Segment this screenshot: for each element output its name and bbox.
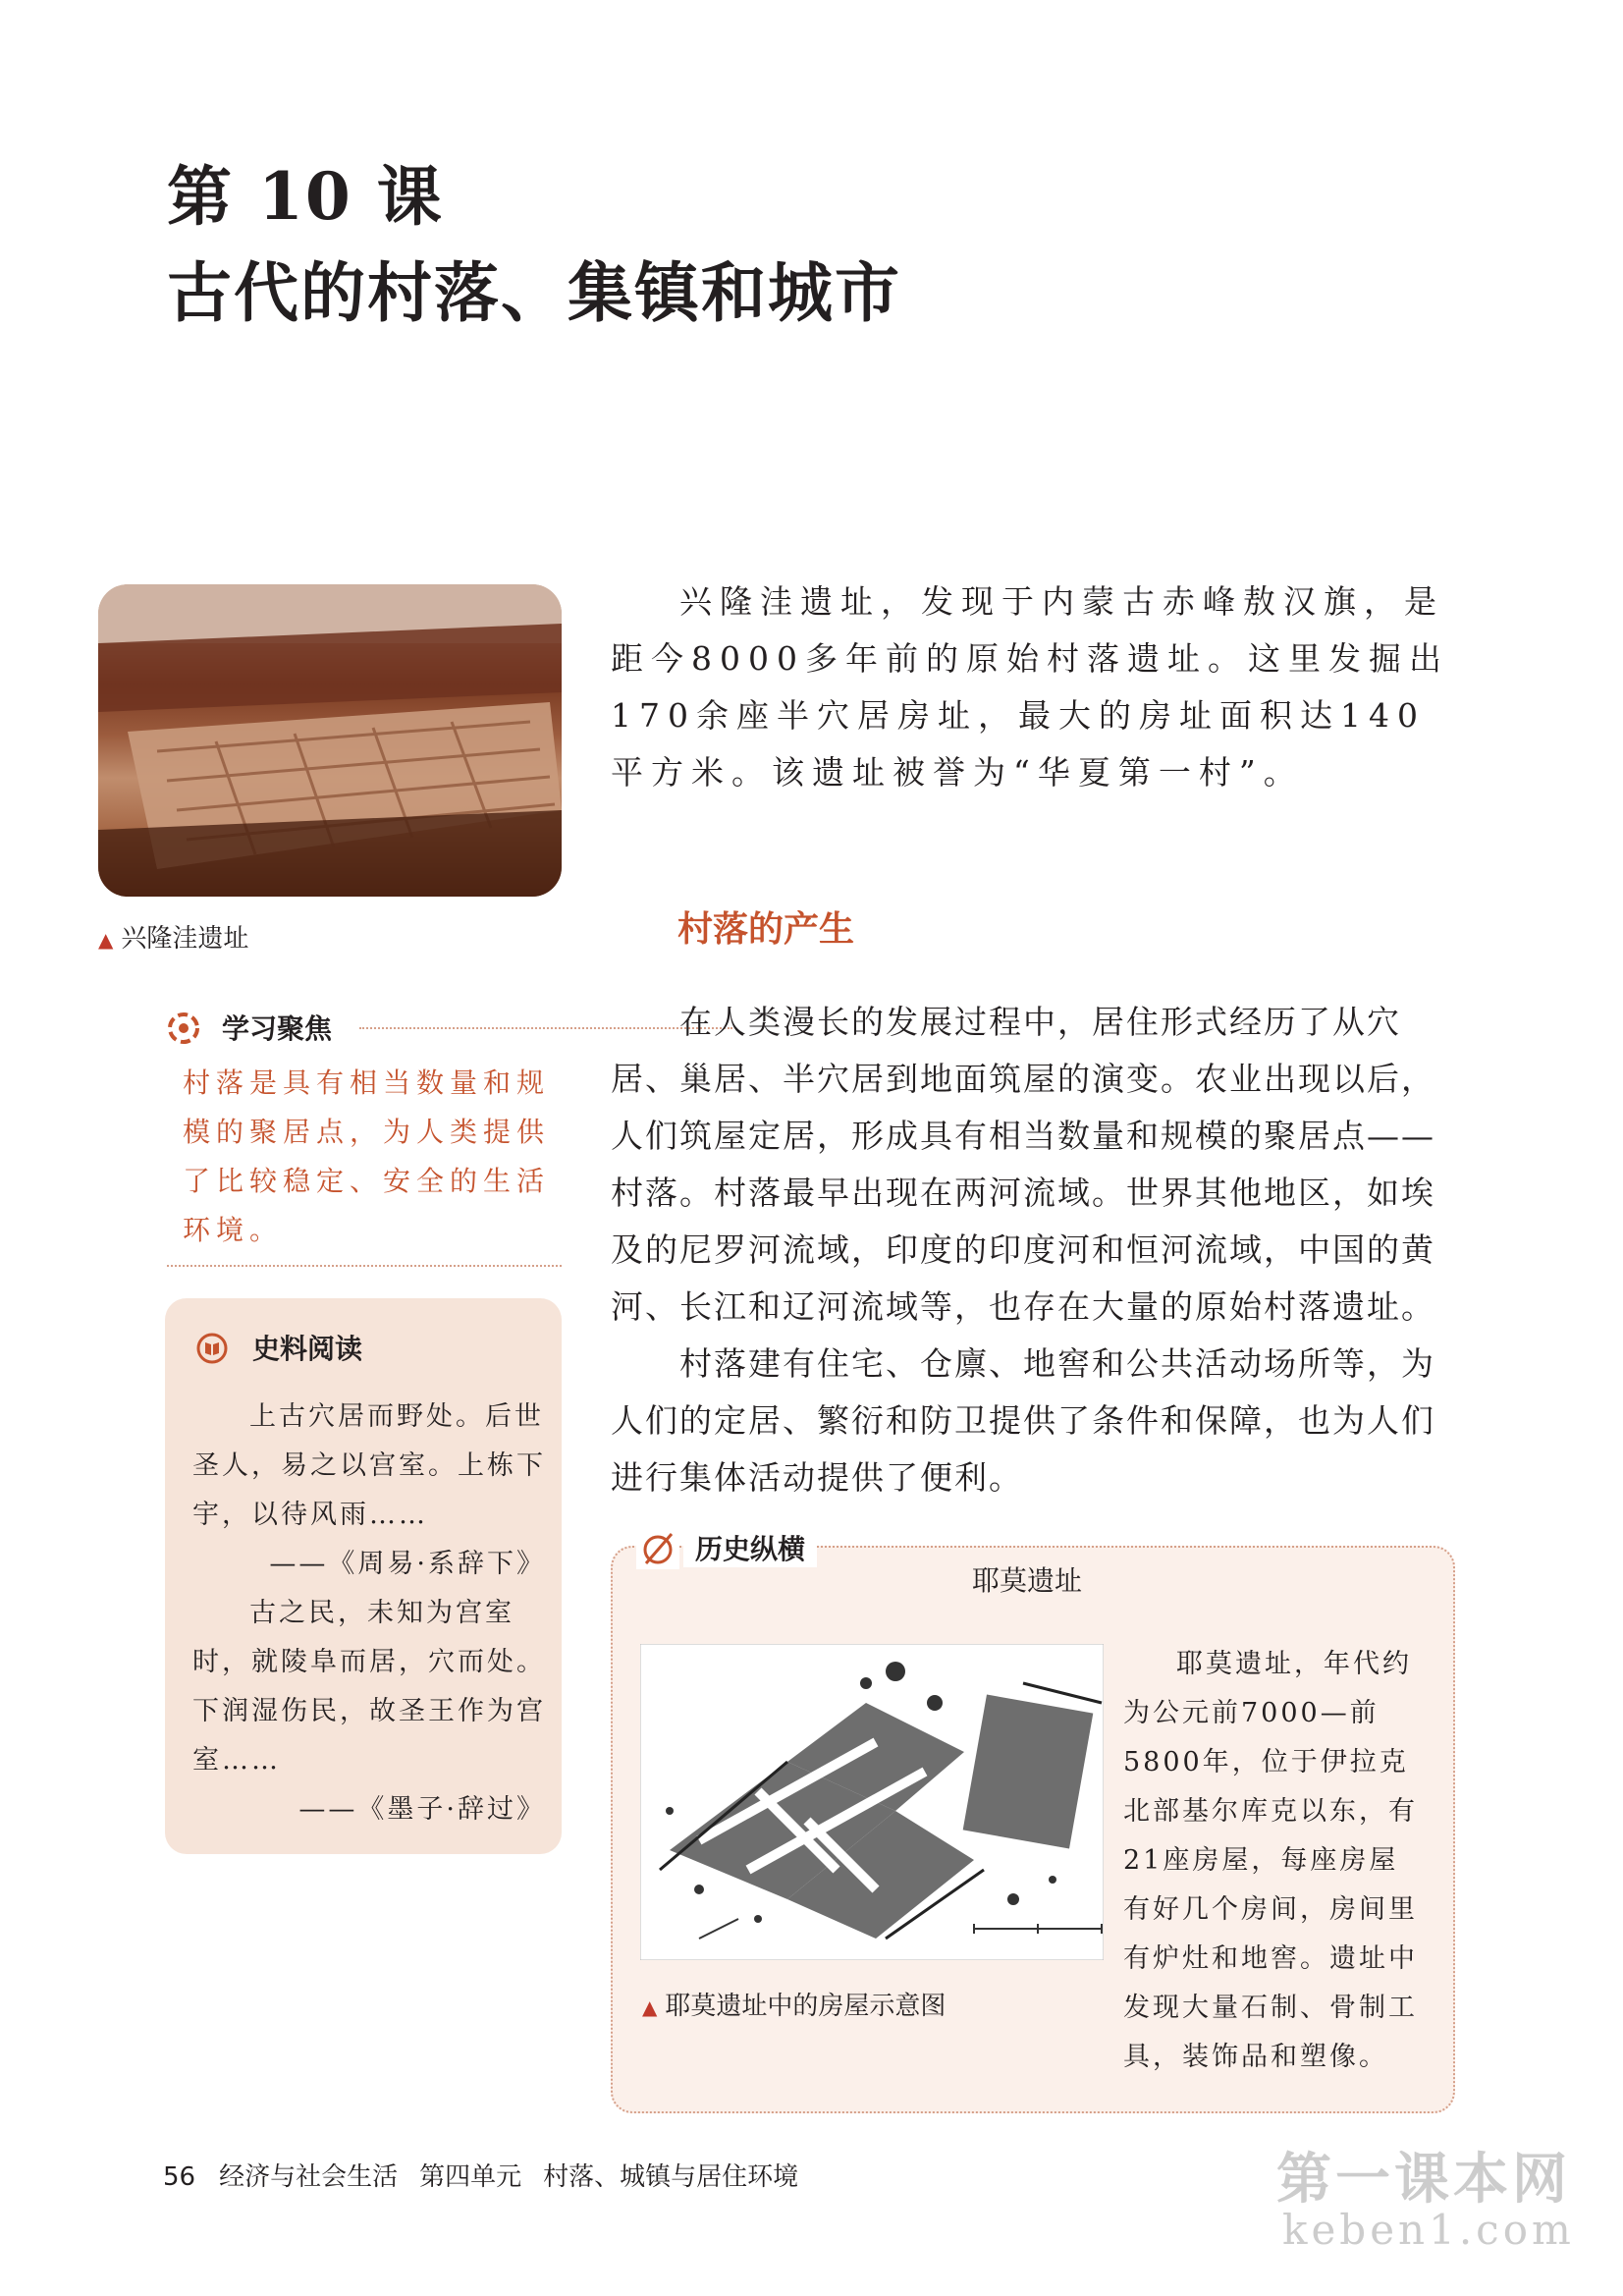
study-focus-header bbox=[167, 1008, 560, 1047]
photo-caption bbox=[98, 918, 248, 955]
page-number: 56 bbox=[163, 2162, 196, 2192]
map-caption bbox=[642, 1986, 946, 2022]
triangle-marker-icon: ▲ bbox=[642, 1995, 658, 2019]
history-text: 耶莫遗址，年代约为公元前7000—前5800年，位于伊拉克北部基尔库克以东，有21座房屋，每座房屋有好几个房间，房间里有炉灶和地窖。遗址中发现大量石制、骨制工具，装饰品和塑像。 bbox=[1123, 1649, 1418, 2072]
section-title: 村落的产生 bbox=[677, 909, 855, 950]
unit-title: 村落、城镇与居住环境 bbox=[543, 2162, 799, 2192]
triangle-marker-icon: ▲ bbox=[98, 928, 114, 952]
history-title-wrap bbox=[683, 1528, 817, 1567]
photo-caption-text: 兴隆洼遗址 bbox=[121, 924, 249, 954]
history-subtitle: 耶莫遗址 bbox=[972, 1564, 1083, 1597]
source-citation-2: ——《墨子·辞过》 bbox=[298, 1794, 546, 1825]
map-caption-text: 耶莫遗址中的房屋示意图 bbox=[665, 1992, 947, 2021]
source-citation-1: ——《周易·系辞下》 bbox=[269, 1549, 546, 1579]
study-focus-text: 村落是具有相当数量和规模的聚居点，为人类提供了比较稳定、安全的生活环境。 bbox=[183, 1066, 551, 1246]
book-name: 经济与社会生活 bbox=[219, 2162, 399, 2192]
study-focus-title: 学习聚焦 bbox=[222, 1012, 333, 1045]
source-reading-title: 史料阅读 bbox=[252, 1333, 363, 1365]
body-paragraph-2: 村落建有住宅、仓廪、地窖和公共活动场所等，为人们的定居、繁衍和防卫提供了条件和保障，也为人们进行集体活动提供了便利。 bbox=[611, 1344, 1435, 1497]
body-paragraph-1: 在人类漫长的发展过程中，居住形式经历了从穴居、巢居、半穴居到地面筑屋的演变。农业出现以后，人们筑屋定居，形成具有相当数量和规模的聚居点——村落。村落最早出现在两河流域。世界其他地区，如埃及的尼罗河流域，印度的印度河和恒河流域，中国的黄河、长江和辽河流域等，也存在大量的原始村落遗址。 bbox=[611, 1003, 1435, 1326]
focus-target-icon bbox=[167, 1011, 200, 1045]
page-footer bbox=[163, 2157, 798, 2193]
intro-paragraph: 兴隆洼遗址，发现于内蒙古赤峰敖汉旗，是距今8000多年前的原始村落遗址。这里发掘出170余座半穴居房址，最大的房址面积达140平方米。该遗址被誉为“华夏第一村”。 bbox=[611, 582, 1449, 792]
watermark-title: 第一课本网 bbox=[1276, 2148, 1571, 2212]
unit-label: 第四单元 bbox=[419, 2162, 522, 2192]
source-quote-2: 古之民，未知为宫室时，就陵阜而居，穴而处。下润湿伤民，故圣王作为宫室…… bbox=[192, 1598, 546, 1776]
history-title: 历史纵横 bbox=[695, 1533, 806, 1565]
source-quote-1: 上古穴居而野处。后世圣人，易之以宫室。上栋下宇，以待风雨…… bbox=[192, 1401, 546, 1530]
xinglongwa-site-photo bbox=[98, 584, 562, 897]
jarmo-site-map bbox=[640, 1644, 1104, 1960]
lesson-title: 古代的村落、集镇和城市 bbox=[167, 254, 901, 331]
focus-bottom-divider bbox=[167, 1265, 562, 1267]
watermark-url: keben1.com bbox=[1282, 2206, 1575, 2254]
book-icon bbox=[196, 1333, 228, 1364]
lesson-number: 第 10 课 bbox=[167, 158, 444, 235]
history-swirl-icon bbox=[636, 1526, 679, 1569]
